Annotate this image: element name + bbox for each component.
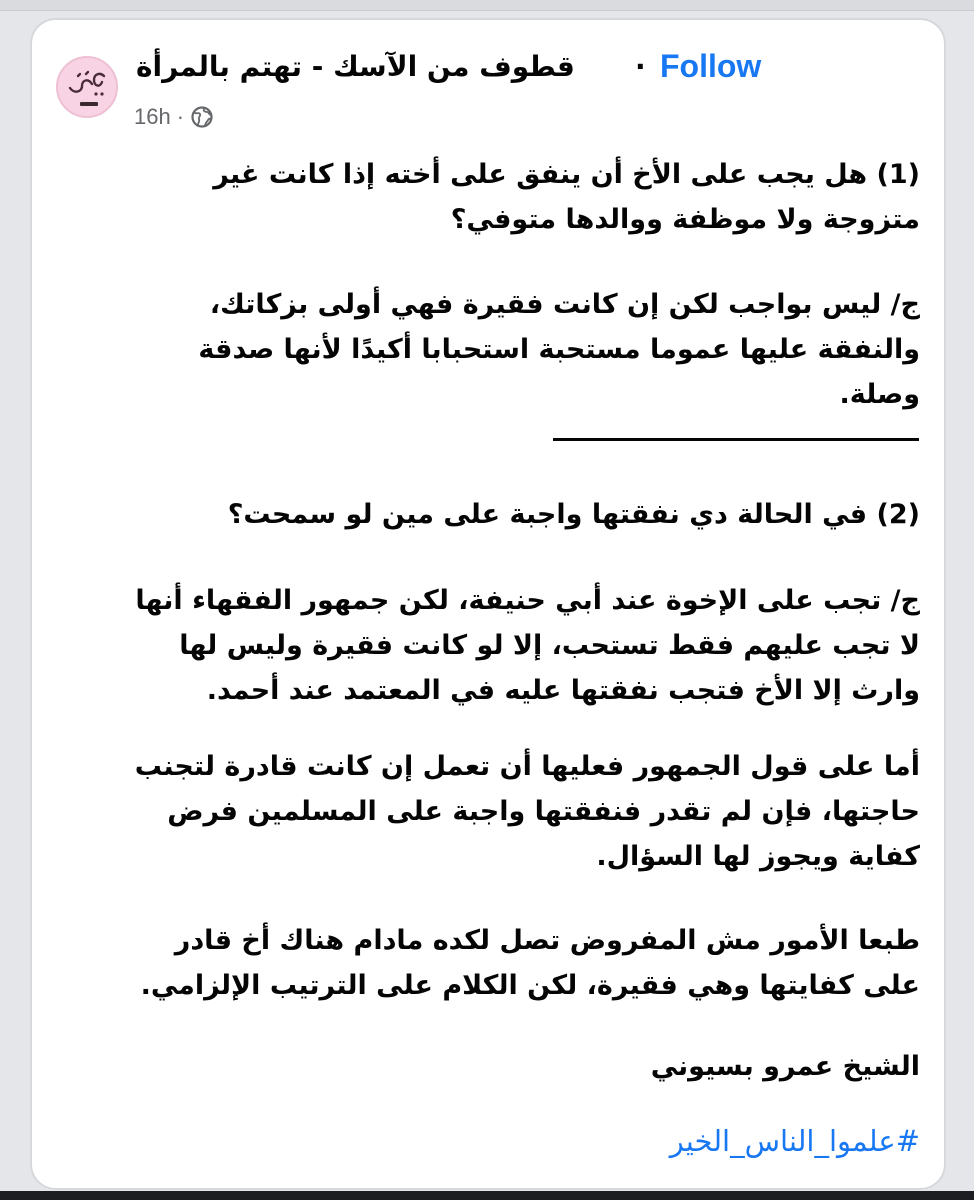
question-1 <box>86 152 920 242</box>
answer-2-line-3: وارث إلا الأخ فتجب نفقتها عليه في المعتمد عند أحمد. <box>206 675 920 706</box>
meta-separator: · <box>176 104 185 129</box>
question-2 <box>86 492 920 537</box>
answer-2-line-2: لا تجب عليهم فقط تستحب، إلا لو كانت فقيرة وليس لها <box>179 630 920 661</box>
paragraph-4-line-1: طبعا الأمور مش المفروض تصل لكده مادام هناك أخ قادر <box>174 925 920 956</box>
hashtag-link[interactable]: #علموا_الناس_الخير <box>669 1124 920 1158</box>
answer-1-line-2: والنفقة عليها عموما مستحبة استحبابا أكيدًا لأنها صدقة <box>198 334 920 365</box>
follow-button[interactable]: Follow <box>660 48 762 84</box>
signature-text: الشيخ عمرو بسيوني <box>650 1051 920 1082</box>
avatar-logo-icon <box>66 70 110 100</box>
top-edge <box>0 0 974 11</box>
answer-1 <box>86 282 920 417</box>
paragraph-3-line-2: حاجتها، فإن لم تقدر فنفقتها واجبة على المسلمين فرض <box>167 796 920 827</box>
section-divider <box>553 438 919 441</box>
answer-2-line-1: ج/ تجب على الإخوة عند أبي حنيفة، لكن جمهور الفقهاء أنها <box>135 585 920 616</box>
post-time-link[interactable]: 16h <box>134 104 171 129</box>
paragraph-4 <box>86 918 920 1008</box>
signature <box>86 1044 920 1089</box>
question-1-line-1: (1) هل يجب على الأخ أن ينفق على أخته إذا كانت غير <box>213 159 920 190</box>
post-meta <box>134 104 214 130</box>
paragraph-4-line-2: على كفايتها وهي فقيرة، لكن الكلام على الترتيب الإلزامي. <box>140 970 920 1001</box>
globe-icon[interactable] <box>190 105 214 129</box>
paragraph-3-line-3: كفاية ويجوز لها السؤال. <box>596 841 920 872</box>
paragraph-3-line-1: أما على قول الجمهور فعليها أن تعمل إن كانت قادرة لتجنب <box>134 751 920 782</box>
page-avatar[interactable] <box>56 56 118 118</box>
answer-1-line-1: ج/ ليس بواجب لكن إن كانت فقيرة فهي أولى بزكاتك، <box>209 289 920 320</box>
answer-1-line-3: وصلة. <box>839 379 920 410</box>
bottom-edge <box>0 1191 974 1200</box>
header-separator: · <box>635 50 646 83</box>
answer-2 <box>86 578 920 713</box>
paragraph-3 <box>86 744 920 879</box>
page-name-link[interactable]: قطوف من الآسك - تهتم بالمرأة <box>136 50 575 83</box>
question-1-line-2: متزوجة ولا موظفة ووالدها متوفي؟ <box>450 204 920 235</box>
question-2-line-1: (2) في الحالة دي نفقتها واجبة على مين لو سمحت؟ <box>227 499 920 530</box>
avatar-bar <box>80 102 98 106</box>
